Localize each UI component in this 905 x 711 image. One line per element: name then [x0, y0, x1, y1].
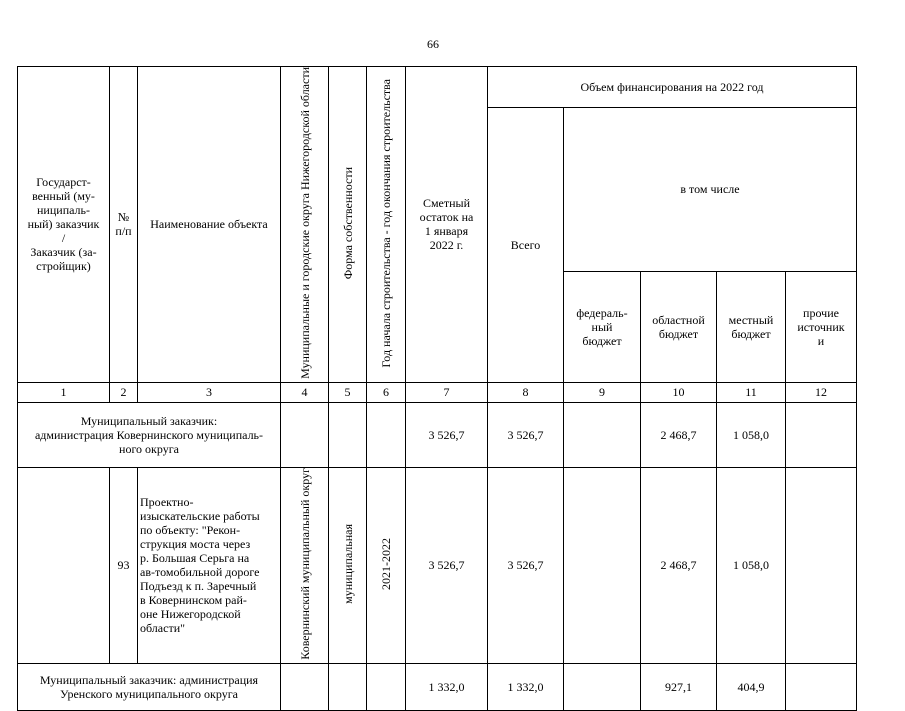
column-number: 8: [488, 382, 564, 402]
total-cell: 3 526,7: [488, 467, 564, 663]
federal-cell: [564, 402, 641, 467]
regional-cell: 927,1: [641, 663, 717, 710]
column-number: 7: [406, 382, 488, 402]
object-years-cell: [367, 467, 406, 663]
local-cell: 1 058,0: [717, 467, 786, 663]
estimated-balance-cell: 1 332,0: [406, 663, 488, 710]
header-ownership: Форма собственности: [340, 166, 355, 280]
column-number: 4: [281, 382, 329, 402]
estimated-balance-cell: 3 526,7: [406, 467, 488, 663]
header-municipality-cell: [281, 67, 329, 383]
column-number-row: [18, 382, 857, 402]
table-row-group-uren: [18, 663, 857, 710]
header-object-name: Наименование объекта: [138, 67, 281, 383]
column-number: 5: [329, 382, 367, 402]
estimated-balance-cell: 3 526,7: [406, 402, 488, 467]
header-regional: областной бюджет: [641, 271, 717, 382]
page-number: 66: [427, 37, 439, 51]
header-number: № п/п: [110, 67, 138, 383]
header-row-1: [18, 67, 857, 108]
object-municipality-cell: [281, 467, 329, 663]
financing-table: [17, 66, 857, 711]
other-cell: [786, 663, 857, 710]
header-including: в том числе: [564, 108, 857, 272]
regional-cell: 2 468,7: [641, 467, 717, 663]
object-ownership-cell: [329, 467, 367, 663]
header-total: Всего: [488, 108, 564, 383]
federal-cell: [564, 467, 641, 663]
column-number: 9: [564, 382, 641, 402]
local-cell: 1 058,0: [717, 402, 786, 467]
column-number: 1: [18, 382, 110, 402]
column-number: 10: [641, 382, 717, 402]
column-number: 2: [110, 382, 138, 402]
header-municipality: Муниципальные и городские округа Нижегородской области: [297, 67, 312, 379]
regional-cell: 2 468,7: [641, 402, 717, 467]
total-cell: 3 526,7: [488, 402, 564, 467]
column-number: 6: [367, 382, 406, 402]
table-row-object-93: [18, 467, 857, 663]
table-row-group-kovernino: [18, 402, 857, 467]
header-years: Год начала строительства - год окончания строительства: [379, 78, 393, 368]
empty-cell: [329, 402, 367, 467]
local-cell: 404,9: [717, 663, 786, 710]
header-federal: федераль- ный бюджет: [564, 271, 641, 382]
header-customer: Государст- венный (му- ниципаль- ный) заказчик / Заказчик (за- стройщик): [18, 67, 110, 383]
group-label: Муниципальный заказчик: администрация Уренского муниципального округа: [18, 663, 281, 710]
other-cell: [786, 402, 857, 467]
header-years-cell: [367, 67, 406, 383]
header-estimated-balance: Сметный остаток на 1 января 2022 г.: [406, 67, 488, 383]
object-years: 2021-2022: [379, 537, 393, 590]
header-other: прочие источник и: [786, 271, 857, 382]
empty-cell: [18, 467, 110, 663]
other-cell: [786, 467, 857, 663]
header-local: местный бюджет: [717, 271, 786, 382]
column-number: 12: [786, 382, 857, 402]
federal-cell: [564, 663, 641, 710]
object-ownership: муниципальная: [340, 523, 355, 604]
empty-cell: [367, 663, 406, 710]
total-cell: 1 332,0: [488, 663, 564, 710]
object-name: Проектно- изыскательские работы по объекту: "Рекон- струкция моста через р. Большая Серьга на ав-томобильной дороге Подъезд к п. Заречный в Ковернинском рай- оне Нижегородской области": [138, 467, 281, 663]
empty-cell: [281, 402, 329, 467]
column-number: 3: [138, 382, 281, 402]
empty-cell: [367, 402, 406, 467]
header-funding-volume: Объем финансирования на 2022 год: [488, 67, 857, 108]
empty-cell: [329, 663, 367, 710]
object-municipality: Ковернинский муниципальный округ: [297, 467, 312, 660]
column-number: 11: [717, 382, 786, 402]
header-ownership-cell: [329, 67, 367, 383]
group-label: Муниципальный заказчик: администрация Ковернинского муниципаль- ного округа: [18, 402, 281, 467]
object-number: 93: [110, 467, 138, 663]
empty-cell: [281, 663, 329, 710]
